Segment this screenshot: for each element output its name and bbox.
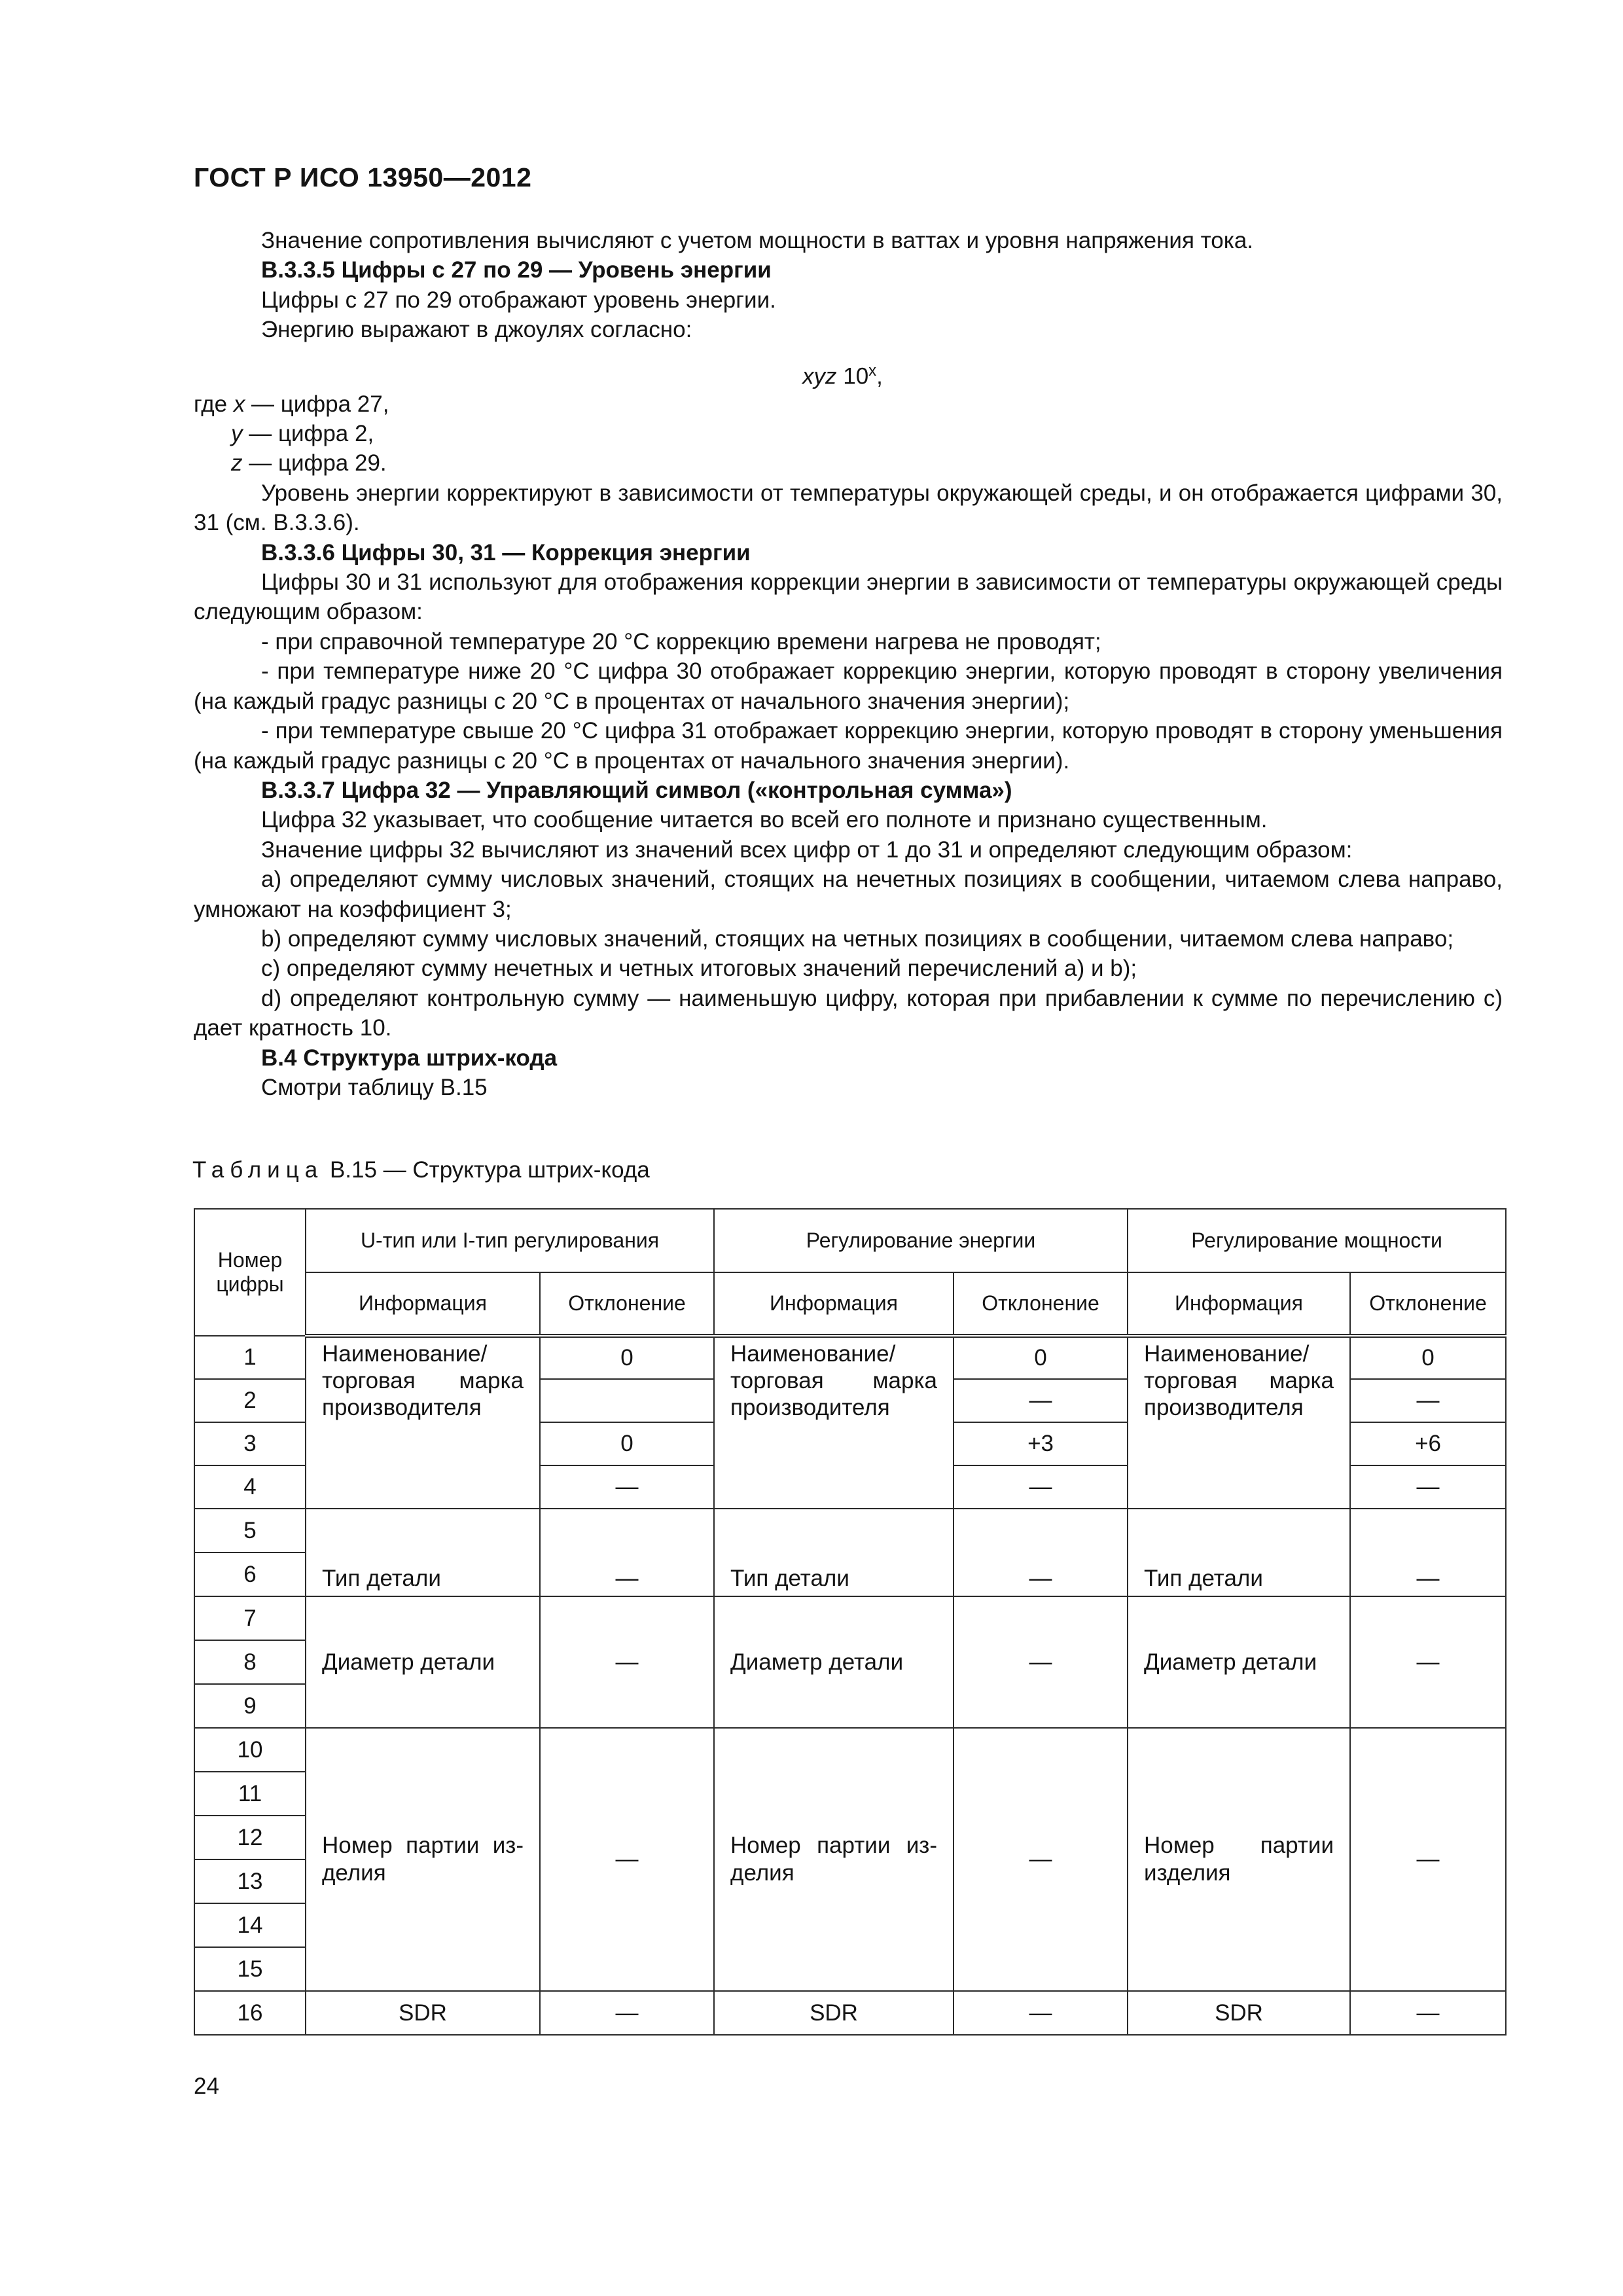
cell-deviation: — (954, 1596, 1128, 1728)
section-heading-b336: В.3.3.6 Цифры 30, 31 — Коррекция энергии (261, 539, 751, 565)
cell-deviation: — (540, 1991, 714, 2035)
list-item: a) определяют сумму числовых значений, стоящих на нечетных позициях в сообщении, читаемом слева направо, умножают на коэффициент 3; (194, 867, 1503, 922)
paragraph: Значение сопротивления вычисляют с учетом мощности в ваттах и уровня напряжения тока. (261, 228, 1254, 253)
header-power: Регулирование мощности (1128, 1209, 1506, 1272)
row-number: 15 (194, 1947, 306, 1991)
cell-part-type: Тип детали (306, 1509, 540, 1596)
cell-deviation: — (540, 1465, 714, 1509)
paragraph: Цифры 30 и 31 используют для отображения коррекции энергии в зависимости от температуры окружающей среды следующим образом: (194, 569, 1503, 625)
where-prefix: где (194, 391, 234, 417)
maker-line: торговая марка (730, 1368, 938, 1393)
section-heading-b337: В.3.3.7 Цифра 32 — Управляющий символ («контрольная сумма») (261, 777, 1012, 803)
row-number: 1 (194, 1336, 306, 1379)
row-number: 16 (194, 1991, 306, 2035)
body-text (194, 226, 1503, 1102)
cell-diameter: Диаметр детали (1128, 1596, 1350, 1728)
header-u-i-type: U-тип или I-тип регулирования (306, 1209, 714, 1272)
cell-deviation: — (954, 1465, 1128, 1509)
paragraph: Смотри таблицу В.15 (261, 1074, 488, 1100)
paragraph: Энергию выражают в джоулях согласно: (261, 317, 692, 343)
cell-part-type: Тип детали (714, 1509, 954, 1596)
header-deviation: Отклонение (540, 1272, 714, 1336)
cell-deviation: 0 (1350, 1336, 1506, 1379)
cell-maker-u (306, 1336, 540, 1509)
cell-deviation: +6 (1350, 1422, 1506, 1465)
cell-diameter: Диаметр детали (306, 1596, 540, 1728)
where-line (194, 419, 1503, 448)
paragraph: Уровень энергии корректируют в зависимости от температуры окружающей среды, и он отображается цифрами 30, 31 (см. В.3.3.6). (194, 480, 1503, 536)
paragraph: Цифры с 27 по 29 отображают уровень энергии. (261, 287, 776, 313)
cell-deviation: — (954, 1379, 1128, 1422)
header-energy: Регулирование энергии (714, 1209, 1128, 1272)
header-info: Информация (714, 1272, 954, 1336)
row-number: 10 (194, 1728, 306, 1772)
cell-deviation: — (954, 1509, 1128, 1596)
row-number: 6 (194, 1552, 306, 1596)
cell-maker-power (1128, 1336, 1350, 1509)
list-item: b) определяют сумму числовых значений, стоящих на четных позициях в сообщении, читаемом слева направо; (261, 925, 1454, 952)
row-number: 8 (194, 1640, 306, 1684)
row-number: 5 (194, 1509, 306, 1552)
cell-deviation: — (1350, 1509, 1506, 1596)
row-number: 9 (194, 1684, 306, 1728)
cell-batch-number (714, 1728, 954, 1991)
barcode-structure-table (194, 1208, 1507, 2036)
maker-line: торговая марка (322, 1368, 524, 1393)
cell-deviation: — (954, 1728, 1128, 1991)
maker-line: Наименование/ (730, 1341, 896, 1367)
batch-line: Номер партии из- (322, 1833, 524, 1858)
cell-deviation: — (1350, 1596, 1506, 1728)
header-deviation: Отклонение (954, 1272, 1128, 1336)
cell-deviation: — (540, 1596, 714, 1728)
cell-deviation: — (540, 1509, 714, 1596)
cell-deviation (540, 1379, 714, 1422)
cell-deviation: +3 (954, 1422, 1128, 1465)
where-line (194, 448, 1503, 478)
header-deviation: Отклонение (1350, 1272, 1506, 1336)
header-info: Информация (306, 1272, 540, 1336)
cell-deviation: — (1350, 1465, 1506, 1509)
cell-deviation: — (954, 1991, 1128, 2035)
header-info: Информация (1128, 1272, 1350, 1336)
row-number: 12 (194, 1816, 306, 1859)
cell-deviation: — (540, 1728, 714, 1991)
header-digit-number: Номер цифры (194, 1209, 306, 1336)
section-heading-b335: В.3.3.5 Цифры с 27 по 29 — Уровень энергии (261, 257, 772, 283)
cell-deviation: — (1350, 1728, 1506, 1991)
batch-line: делия (322, 1860, 386, 1886)
section-heading-b4: В.4 Структура штрих-кода (261, 1045, 558, 1071)
document-header: ГОСТ Р ИСО 13950—2012 (194, 162, 532, 192)
where-text: — цифра 27, (245, 391, 389, 417)
formula-exponent: x (868, 361, 877, 380)
list-item: - при справочной температуре 20 °С коррекцию времени нагрева не проводят; (261, 628, 1101, 655)
maker-line: производителя (730, 1395, 890, 1420)
cell-diameter: Диаметр детали (714, 1596, 954, 1728)
row-number: 2 (194, 1379, 306, 1422)
batch-line: делия (730, 1860, 794, 1886)
maker-line: Наименование/ (322, 1341, 488, 1367)
batch-line: Номер партии из- (730, 1833, 938, 1858)
cell-maker-energy (714, 1336, 954, 1509)
row-number: 13 (194, 1859, 306, 1903)
where-var: x (233, 391, 245, 417)
list-item: - при температуре ниже 20 °С цифра 30 отображает коррекцию энергии, которую проводят в сторону увеличения (на каждый градус разницы с 20 °С в процентах от начального значения энергии); (194, 658, 1503, 714)
caption-title: В.15 — Структура штрих-кода (323, 1157, 650, 1183)
cell-deviation: 0 (540, 1336, 714, 1379)
formula-base: 10 (836, 363, 869, 389)
where-text: — цифра 2, (242, 421, 374, 447)
cell-sdr: SDR (714, 1991, 954, 2035)
formula-vars: xyz (802, 363, 837, 389)
cell-deviation: — (1350, 1991, 1506, 2035)
cell-part-type: Тип детали (1128, 1509, 1350, 1596)
formula-tail: , (876, 363, 883, 389)
where-var: y (231, 421, 243, 447)
list-item: - при температуре свыше 20 °С цифра 31 отображает коррекцию энергии, которую проводят в сторону уменьшения (на каждый градус разницы с 20 °С в процентах от начального значения энергии). (194, 718, 1503, 774)
list-item: d) определяют контрольную сумму — наименьшую цифру, которая при прибавлении к сумме по перечислению c) дает кратность 10. (194, 985, 1503, 1041)
where-line (194, 389, 1503, 419)
row-number: 4 (194, 1465, 306, 1509)
batch-line: изделия (1144, 1860, 1231, 1886)
row-number: 7 (194, 1596, 306, 1640)
page-number: 24 (194, 2073, 219, 2099)
table-caption (192, 1157, 650, 1183)
where-var: z (231, 450, 243, 476)
cell-batch-number (306, 1728, 540, 1991)
maker-line: производителя (322, 1395, 482, 1420)
cell-deviation: — (1350, 1379, 1506, 1422)
where-text: — цифра 29. (242, 450, 387, 476)
caption-label: Таблица (192, 1157, 324, 1183)
paragraph: Цифра 32 указывает, что сообщение читается во всей его полноте и признано существенным. (261, 807, 1268, 833)
paragraph: Значение цифры 32 вычисляют из значений всех цифр от 1 до 31 и определяют следующим образом: (261, 836, 1353, 863)
cell-sdr: SDR (1128, 1991, 1350, 2035)
maker-line: торговая марка (1144, 1368, 1334, 1393)
row-number: 14 (194, 1903, 306, 1947)
row-number: 3 (194, 1422, 306, 1465)
batch-line: Номер партии (1144, 1833, 1334, 1858)
cell-deviation: 0 (540, 1422, 714, 1465)
row-number: 11 (194, 1772, 306, 1816)
cell-sdr: SDR (306, 1991, 540, 2035)
list-item: c) определяют сумму нечетных и четных итоговых значений перечислений a) и b); (261, 956, 1137, 982)
maker-line: производителя (1144, 1395, 1304, 1420)
cell-batch-number (1128, 1728, 1350, 1991)
maker-line: Наименование/ (1144, 1341, 1310, 1367)
formula (194, 345, 1503, 389)
cell-deviation: 0 (954, 1336, 1128, 1379)
